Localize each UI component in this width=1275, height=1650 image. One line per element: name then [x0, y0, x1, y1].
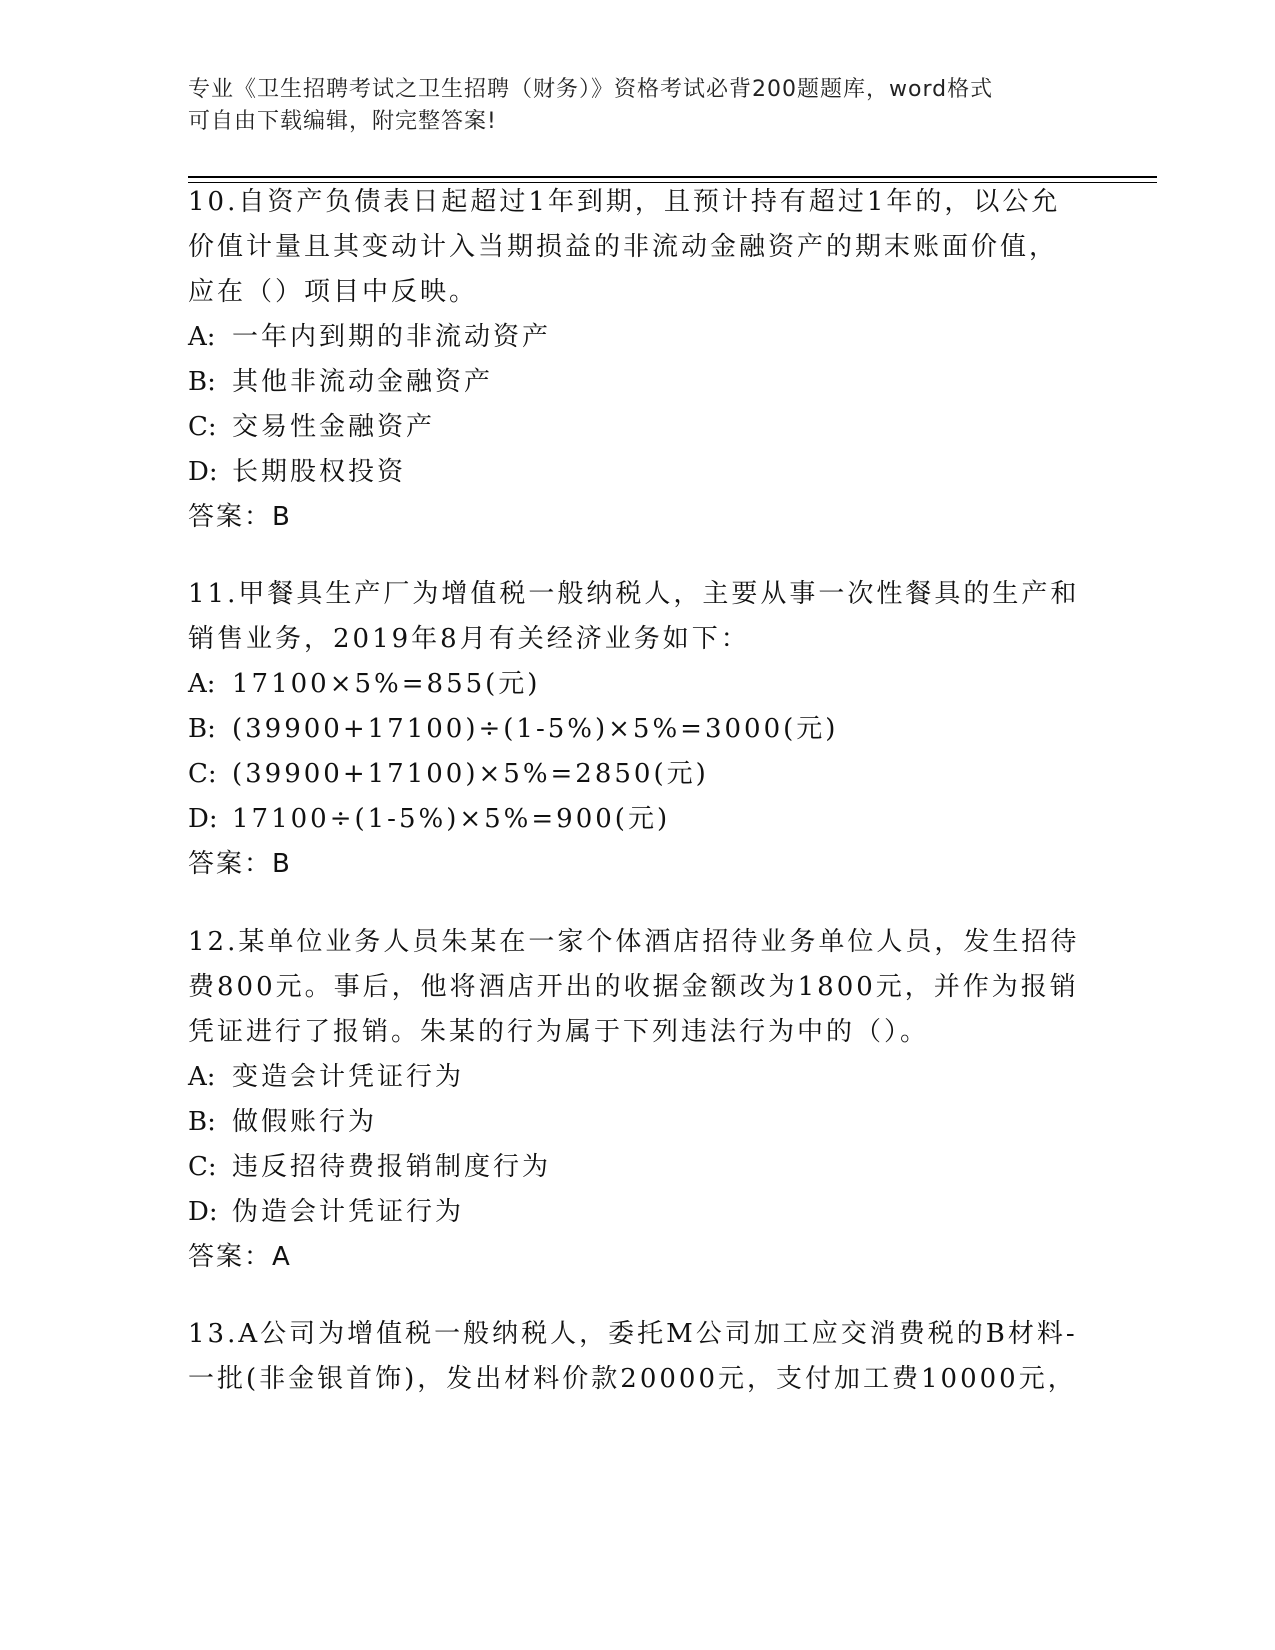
option-a — [188, 662, 1088, 707]
option-key: A: — [188, 1062, 216, 1092]
question-text-line: 13.A公司为增值税一般纳税人，委托M公司加工应交消费税的B材料- — [188, 1319, 1078, 1349]
option-text: 做假账行为 — [232, 1107, 378, 1137]
question-text-line: 一批(非金银首饰)，发出材料价款20000元，支付加工费10000元， — [188, 1364, 1077, 1394]
answer-line: 答案：B — [188, 849, 292, 879]
option-key: B: — [188, 1107, 216, 1137]
question-10 — [188, 180, 1088, 540]
option-key: A: — [188, 322, 216, 352]
header-line-1: 专业《卫生招聘考试之卫生招聘（财务）》资格考试必背200题题库，word格式 — [188, 77, 994, 102]
answer-line: 答案：A — [188, 1242, 292, 1272]
question-11 — [188, 572, 1088, 887]
option-a — [188, 315, 1088, 360]
option-text: 长期股权投资 — [232, 457, 407, 487]
option-b — [188, 707, 1088, 752]
question-text-line: 12.某单位业务人员朱某在一家个体酒店招待业务单位人员，发生招待 — [188, 927, 1080, 957]
option-c — [188, 1145, 1088, 1190]
option-key: C: — [188, 1152, 217, 1182]
question-text-line: 11.甲餐具生产厂为增值税一般纳税人，主要从事一次性餐具的生产和 — [188, 579, 1080, 609]
answer-line: 答案：B — [188, 502, 292, 532]
option-d — [188, 1190, 1088, 1235]
header-divider-thick — [188, 176, 1157, 178]
question-12 — [188, 920, 1088, 1280]
option-text: 17100÷(1-5%)×5%=900(元) — [232, 804, 671, 834]
question-text-line: 10.自资产负债表日起超过1年到期，且预计持有超过1年的，以公允 — [188, 187, 1061, 217]
option-key: B: — [188, 367, 216, 397]
option-d — [188, 797, 1088, 842]
option-text: 其他非流动金融资产 — [232, 367, 494, 397]
option-b — [188, 360, 1088, 405]
option-key: B: — [188, 714, 216, 744]
question-text-line: 凭证进行了报销。朱某的行为属于下列违法行为中的（）。 — [188, 1017, 930, 1047]
option-text: 伪造会计凭证行为 — [232, 1197, 465, 1227]
option-b — [188, 1100, 1088, 1145]
question-text-line: 销售业务，2019年8月有关经济业务如下： — [188, 624, 750, 654]
option-key: D: — [188, 457, 218, 487]
option-text: (39900+17100)×5%=2850(元) — [232, 759, 709, 789]
option-key: C: — [188, 759, 217, 789]
option-key: D: — [188, 1197, 218, 1227]
question-text-line: 价值计量且其变动计入当期损益的非流动金融资产的期末账面价值， — [188, 232, 1059, 262]
document-header — [188, 74, 1068, 138]
option-text: 违反招待费报销制度行为 — [232, 1152, 552, 1182]
option-text: 交易性金融资产 — [232, 412, 436, 442]
option-d — [188, 450, 1088, 495]
question-13 — [188, 1312, 1088, 1402]
option-a — [188, 1055, 1088, 1100]
question-text-line: 应在（）项目中反映。 — [188, 277, 479, 307]
option-text: 17100×5%=855(元) — [232, 669, 541, 699]
option-c — [188, 405, 1088, 450]
option-key: C: — [188, 412, 217, 442]
question-text-line: 费800元。事后，他将酒店开出的收据金额改为1800元，并作为报销 — [188, 972, 1079, 1002]
option-text: 一年内到期的非流动资产 — [232, 322, 552, 352]
option-key: D: — [188, 804, 218, 834]
option-text: 变造会计凭证行为 — [232, 1062, 465, 1092]
option-text: (39900+17100)÷(1-5%)×5%=3000(元) — [232, 714, 839, 744]
header-line-2: 可自由下载编辑，附完整答案! — [188, 109, 497, 134]
option-c — [188, 752, 1088, 797]
option-key: A: — [188, 669, 216, 699]
